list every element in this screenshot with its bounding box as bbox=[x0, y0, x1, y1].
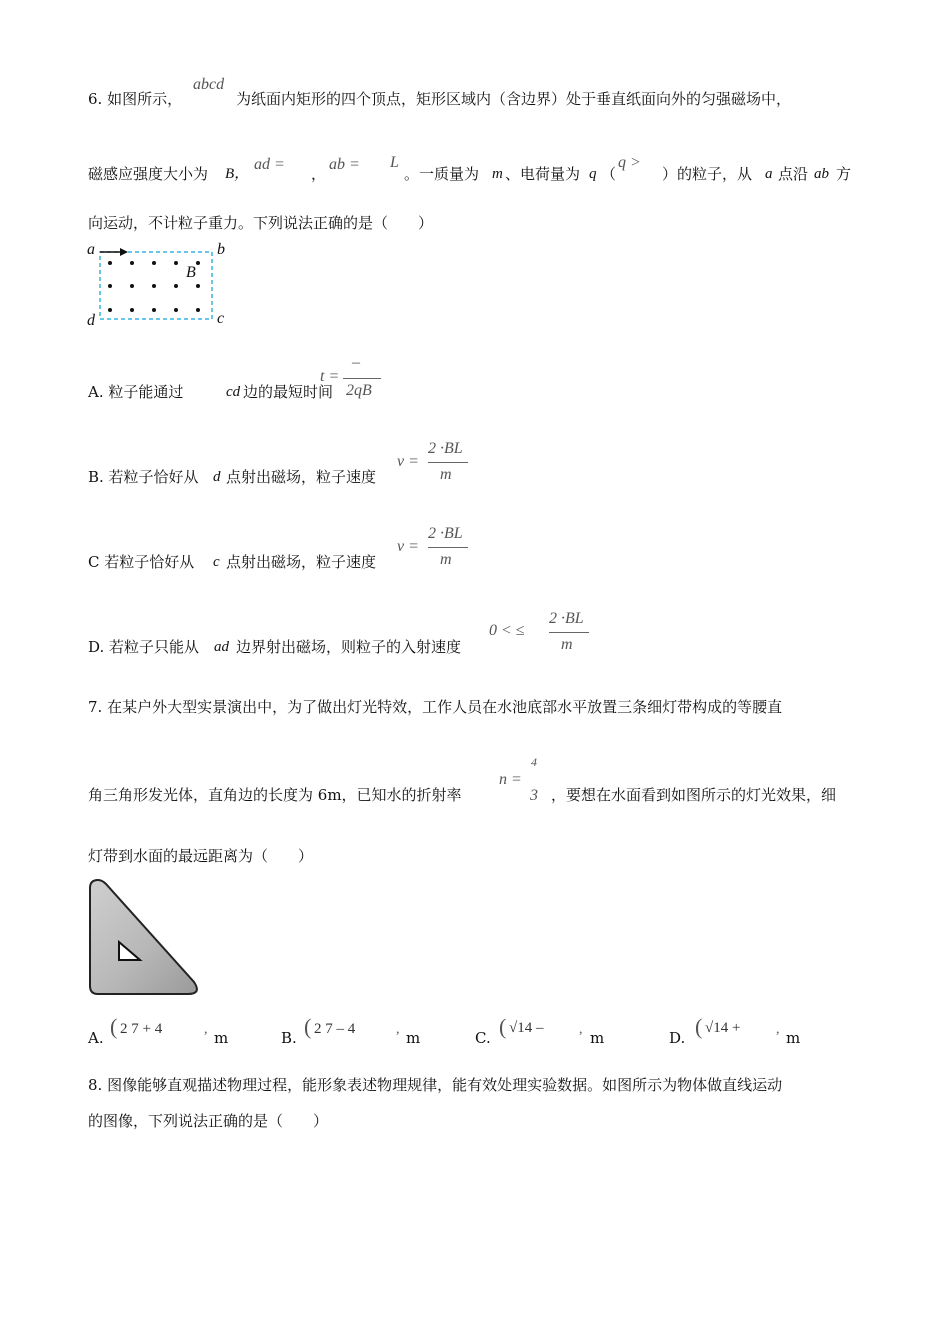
q6-option-d-num: 2 ·BL bbox=[549, 610, 584, 627]
q6-line2-b: 。一质量为 bbox=[404, 165, 480, 183]
q6-abcd-math: abcd bbox=[193, 76, 225, 93]
rectangle-field-diagram bbox=[84, 240, 234, 332]
q6-option-a-suffix: 边的最短时间 bbox=[243, 383, 334, 401]
q7-option-a-unit: m bbox=[214, 1029, 229, 1047]
q6-line1-suffix: 为纸面内矩形的四个顶点，矩形区域内（含边界）处于垂直纸面向外的匀强磁场中， bbox=[236, 90, 792, 108]
q6-option-c-num: 2 ·BL bbox=[428, 525, 463, 542]
q6-line2-a-point: a bbox=[765, 166, 773, 182]
q7-n-denominator: 3 bbox=[530, 787, 538, 804]
q6-option-d-den: m bbox=[561, 636, 573, 653]
vertex-c-label: c bbox=[217, 310, 225, 327]
q7-n-equals: n = bbox=[499, 771, 522, 788]
q7-option-d-close: , bbox=[776, 1022, 780, 1037]
q7-option-a-close: , bbox=[204, 1022, 208, 1037]
q6-option-c-den: m bbox=[440, 551, 452, 568]
q6-line1-prefix: 6. 如图所示， bbox=[88, 90, 183, 108]
q7-option-c-close: , bbox=[579, 1022, 583, 1037]
q6-option-b-v: v = bbox=[397, 453, 419, 470]
magnetic-field-figure bbox=[84, 240, 234, 332]
q6-line2-a: 磁感应强度大小为 bbox=[88, 165, 209, 183]
q6-option-b-suffix: 点射出磁场，粒子速度 bbox=[226, 468, 377, 486]
field-B-label: B bbox=[186, 264, 196, 281]
velocity-arrow bbox=[100, 248, 128, 256]
q6-ad-math: ad = bbox=[254, 156, 285, 173]
q7-n-numerator: 4 bbox=[531, 755, 537, 769]
q7-option-c-expr: √14 – bbox=[509, 1020, 544, 1036]
q6-option-b-den: m bbox=[440, 466, 452, 483]
q8-line1: 8. 图像能够直观描述物理过程，能形象表述物理规律，能有效处理实验数据。如图所示为物体做直线运动 bbox=[88, 1076, 783, 1094]
vertex-b-label: b bbox=[217, 241, 225, 258]
q7-option-b-expr: 2 7 – 4 bbox=[314, 1021, 356, 1037]
q6-line2-m: m bbox=[492, 166, 503, 182]
q6-option-c-v: v = bbox=[397, 538, 419, 555]
vertex-a-label: a bbox=[87, 241, 95, 258]
q7-option-c-label: C. bbox=[475, 1029, 491, 1047]
q7-option-d-expr: √14 + bbox=[705, 1020, 741, 1036]
q8-line2: 的图像，下列说法正确的是（ ） bbox=[88, 1112, 329, 1130]
q6-option-a-fraction-bar bbox=[343, 378, 381, 379]
q7-option-c-unit: m bbox=[590, 1029, 605, 1047]
q6-option-c-suffix: 点射出磁场，粒子速度 bbox=[226, 553, 377, 571]
q6-paren-close: ）的粒子，从 bbox=[662, 165, 753, 183]
q7-line1: 7. 在某户外大型实景演出中，为了做出灯光特效，工作人员在水池底部水平放置三条细灯带构成的等腰直 bbox=[88, 698, 783, 716]
q6-option-b-num: 2 ·BL bbox=[428, 440, 463, 457]
q7-option-d-label: D. bbox=[669, 1029, 686, 1047]
q6-option-d-fraction-bar bbox=[549, 632, 589, 633]
q7-option-d-paren: ( bbox=[695, 1014, 703, 1039]
q7-option-d-unit: m bbox=[786, 1029, 801, 1047]
q6-option-a-prefix: A. 粒子能通过 bbox=[88, 383, 184, 401]
q6-option-d-suffix: 边界射出磁场，则粒子的入射速度 bbox=[236, 638, 462, 656]
q6-line3: 向运动，不计粒子重力。下列说法正确的是（ ） bbox=[88, 214, 434, 232]
q7-line2-prefix: 角三角形发光体，直角边的长度为 6m，已知水的折射率 bbox=[88, 786, 462, 804]
triangle-light-figure bbox=[84, 874, 208, 1000]
q6-ab-math: ab = bbox=[329, 156, 360, 173]
q7-option-a-paren: ( bbox=[110, 1014, 118, 1039]
q7-option-a-label: A. bbox=[88, 1029, 104, 1047]
q6-option-d-ad: ad bbox=[214, 639, 229, 655]
q7-option-b-close: , bbox=[396, 1022, 400, 1037]
q6-line2-e: 方 bbox=[836, 165, 852, 183]
q7-option-b-unit: m bbox=[406, 1029, 421, 1047]
q6-option-a-cd: cd bbox=[226, 384, 241, 400]
q6-line2-c: 、电荷量为 bbox=[505, 165, 581, 183]
q6-option-c-prefix: C 若粒子恰好从 bbox=[88, 553, 195, 571]
q6-option-b-prefix: B. 若粒子恰好从 bbox=[88, 468, 199, 486]
q6-line2-d: 点沿 bbox=[778, 165, 809, 183]
q6-option-d-prefix: D. 若粒子只能从 bbox=[88, 638, 200, 656]
q7-line2-suffix: ，要想在水面看到如图所示的灯光效果，细 bbox=[551, 786, 837, 804]
q7-option-a-expr: 2 7 + 4 bbox=[120, 1021, 163, 1037]
q6-comma: ， bbox=[311, 165, 327, 183]
q6-option-b-d: d bbox=[213, 469, 221, 485]
q6-option-b-fraction-bar bbox=[428, 462, 468, 463]
field-boundary bbox=[100, 252, 212, 319]
q6-option-d-inequality: 0 < ≤ bbox=[489, 622, 525, 639]
q6-option-a-den: 2qB bbox=[346, 382, 372, 399]
q7-line3: 灯带到水面的最远距离为（ ） bbox=[88, 847, 314, 865]
triangle-light-diagram bbox=[84, 874, 208, 1000]
q6-option-c-fraction-bar bbox=[428, 547, 468, 548]
q6-q-gt-math: q > bbox=[618, 154, 641, 171]
light-glow-shape bbox=[90, 880, 197, 994]
q6-line2-ab: ab bbox=[814, 166, 829, 182]
q7-option-b-paren: ( bbox=[304, 1014, 312, 1039]
q6-option-a-t: t = bbox=[320, 368, 340, 385]
q6-L-math: L bbox=[390, 154, 399, 171]
q6-line2-q: q bbox=[589, 166, 597, 182]
q6-line2-B: B， bbox=[225, 166, 250, 182]
q6-option-c-c: c bbox=[213, 554, 220, 570]
vertex-d-label: d bbox=[87, 312, 95, 329]
q6-paren-open: （ bbox=[601, 165, 617, 183]
q7-option-c-paren: ( bbox=[499, 1014, 507, 1039]
q6-option-a-num: – bbox=[352, 354, 360, 371]
q7-option-b-label: B. bbox=[281, 1029, 297, 1047]
